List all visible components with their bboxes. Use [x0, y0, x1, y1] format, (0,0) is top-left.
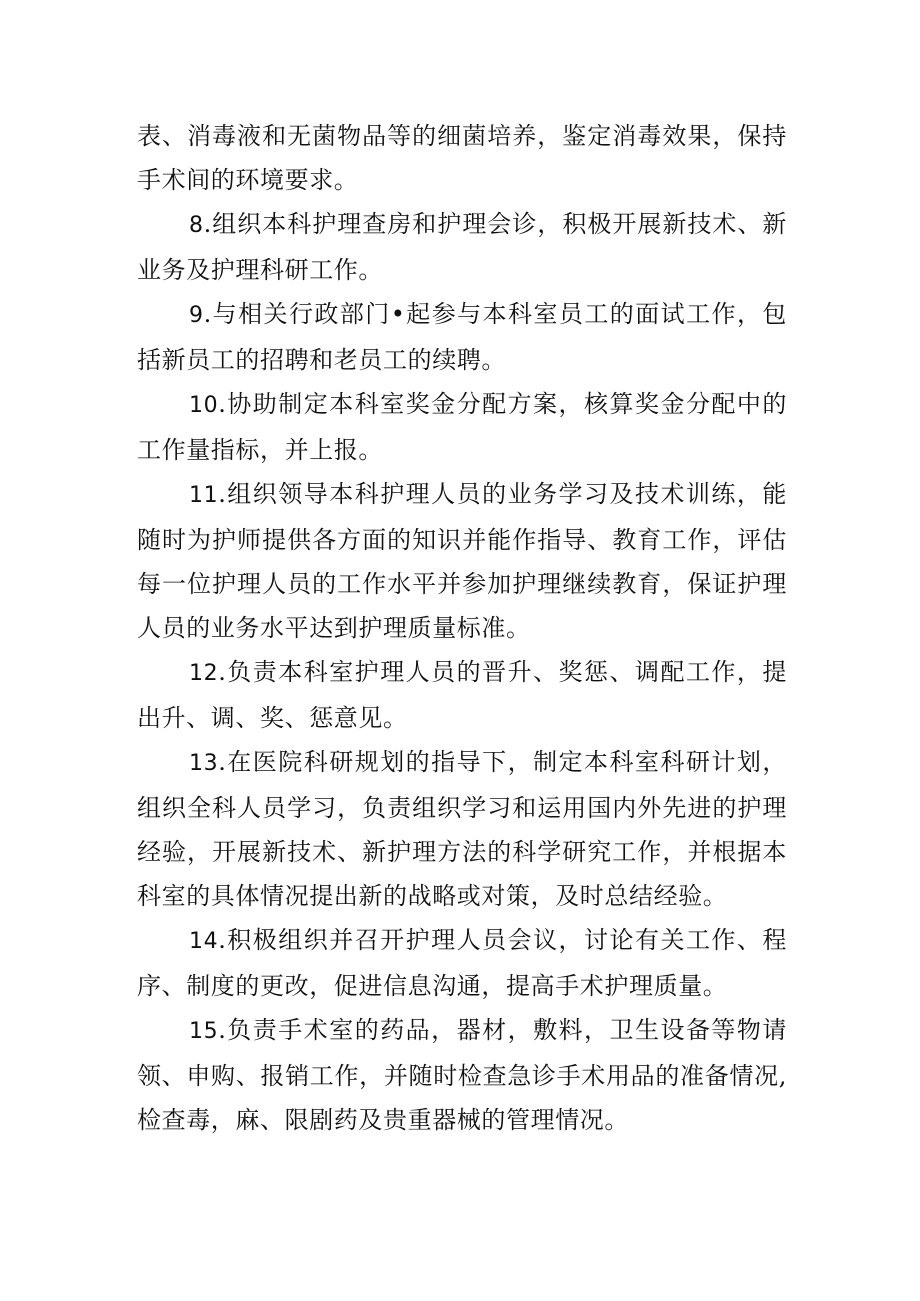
paragraph-continued — [137, 114, 787, 202]
paragraph-text: .负责手术室的药品，器材，敷料，卫生设备等物请领、申购、报销工作，并随时检查急诊手术用品的准备情况,检查毒，麻、限剧药及贵重器械的管理情况。 — [137, 1016, 787, 1134]
item-number: 8 — [189, 213, 204, 238]
item-number: 11 — [189, 483, 219, 508]
item-number: 15 — [189, 1019, 219, 1044]
paragraph-text: .组织领导本科护理人员的业务学习及技术训练，能随时为护师提供各方面的知识并能作指导、教育工作，评估每一位护理人员的工作水平并参加护理继续教育，保证护理人员的业务水平达到护理质量标准。 — [137, 480, 787, 642]
paragraph-item-15 — [137, 1008, 787, 1142]
paragraph-item-12 — [137, 650, 787, 740]
paragraph-text: 表、消毒液和无菌物品等的细菌培养，鉴定消毒效果，保持手术间的环境要求。 — [137, 122, 787, 194]
document-body — [137, 114, 787, 1142]
paragraph-item-9 — [137, 292, 787, 382]
paragraph-item-14 — [137, 918, 787, 1008]
paragraph-text: .组织本科护理查房和护理会诊，积极开展新技术、新业务及护理科研工作。 — [137, 210, 787, 284]
item-number: 13 — [189, 751, 219, 776]
paragraph-text: .积极组织并召开护理人员会议，讨论有关工作、程序、制度的更改，促进信息沟通，提高手术护理质量。 — [137, 926, 787, 1000]
item-number: 12 — [189, 661, 219, 686]
paragraph-item-10 — [137, 382, 787, 472]
paragraph-item-8 — [137, 202, 787, 292]
item-number: 14 — [189, 929, 219, 954]
paragraph-text: .在医院科研规划的指导下，制定本科室科研计划，组织全科人员学习，负责组织学习和运用国内外先进的护理经验，开展新技术、新护理方法的科学研究工作，并根据本科室的具体情况提出新的战略或对策，及时总结经验。 — [137, 748, 787, 910]
paragraph-text: .与相关行政部门•起参与本科室员工的面试工作，包括新员工的招聘和老员工的续聘。 — [137, 300, 787, 374]
item-number: 9 — [189, 303, 204, 328]
paragraph-item-13 — [137, 740, 787, 918]
paragraph-item-11 — [137, 472, 787, 650]
paragraph-text: .负责本科室护理人员的晋升、奖惩、调配工作，提出升、调、奖、惩意见。 — [137, 658, 787, 732]
item-number: 10 — [189, 393, 219, 418]
paragraph-text: .协助制定本科室奖金分配方案，核算奖金分配中的工作量指标，并上报。 — [137, 390, 787, 464]
